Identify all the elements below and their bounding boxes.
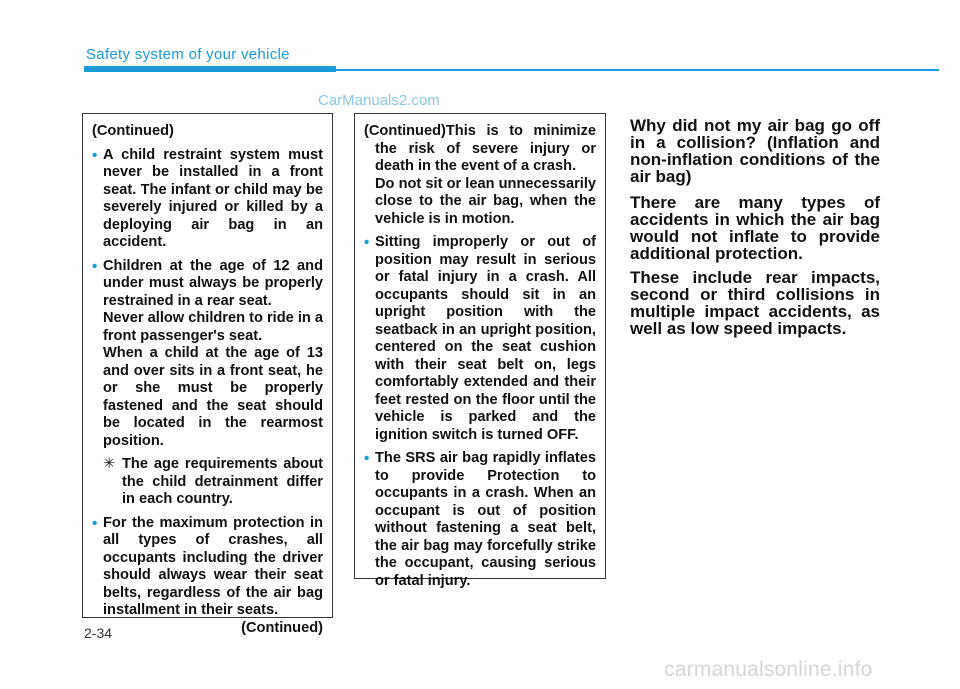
- continued-label-bottom: (Continued): [241, 619, 323, 636]
- bullet-item: • The SRS air bag rapidly inflates to provide Protection to occupants in a crash. When an occupant is out of position without fastening a seat belt, the air bag may forcefully strike the occupant, causing serious or fatal injury.: [364, 450, 596, 589]
- faq-paragraph: There are many types of accidents in which the air bag would not inflate to provide additional protection.: [630, 193, 880, 263]
- bullet-dot-icon: •: [92, 257, 98, 275]
- bullet-dot-icon: •: [364, 234, 370, 251]
- continued-label: (Continued): [364, 123, 446, 139]
- lead-paragraph: (Continued)This is to minimize the risk of severe injury or death in the event of a crash.: [364, 123, 596, 174]
- header-rule-thin: [336, 69, 939, 71]
- bullet-dot-icon: •: [92, 146, 98, 164]
- watermark-carmanualsonline[interactable]: carmanualsonline.info: [664, 658, 873, 681]
- continued-label-top: (Continued): [92, 123, 174, 139]
- faq-paragraph: These include rear impacts, second or third collisions in multiple impact accidents, as well as low speed impacts.: [630, 268, 880, 338]
- bullet-dot-icon: •: [364, 450, 370, 467]
- watermark-carmanuals2[interactable]: CarManuals2.com: [318, 92, 440, 109]
- bullet-item: • Sitting improperly or out of position may result in serious or fatal injury in a crash. All occupants should sit in an upright position with the seatback in an upright position, centered on the seat cushion with their seat belt on, legs comfortably extended and their feet rested on the floor until the vehicle is parked and the ignition switch is turned OFF.: [364, 234, 596, 443]
- warning-box-middle: [354, 113, 606, 589]
- bullet-item: • For the maximum protection in all types of crashes, all occupants including the driver should always wear their seat belts, regardless of the air bag installment in their seats.: [92, 514, 323, 618]
- paragraph: Never allow children to ride in a front passenger's seat.: [103, 310, 323, 344]
- faq-column: [630, 117, 880, 344]
- paragraph: Do not sit or lean unnecessarily close to the air bag, when the vehicle is in motion.: [375, 175, 596, 227]
- bullet-item: • Children at the age of 12 and under must always be properly restrained in a rear seat.: [92, 257, 323, 309]
- note-item: ✳ The age requirements about the child detrainment differ in each country.: [103, 456, 323, 507]
- paragraph: When a child at the age of 13 and over sits in a front seat, he or she must be properly fastened and the seat should be located in the rearmost position.: [103, 345, 323, 449]
- header-rule-thick: [84, 66, 336, 72]
- section-header-title: Safety system of your vehicle: [86, 46, 290, 63]
- faq-heading: Why did not my air bag go off in a collision? (Inflation and non-inflation conditions of the air bag): [630, 116, 880, 186]
- page-number: 2-34: [84, 625, 113, 641]
- asterisk-note-icon: ✳: [103, 456, 116, 472]
- bullet-dot-icon: •: [92, 514, 98, 532]
- bullet-item: • A child restraint system must never be installed in a front seat. The infant or child may be severely injured or killed by a deploying air bag in an accident.: [92, 146, 323, 250]
